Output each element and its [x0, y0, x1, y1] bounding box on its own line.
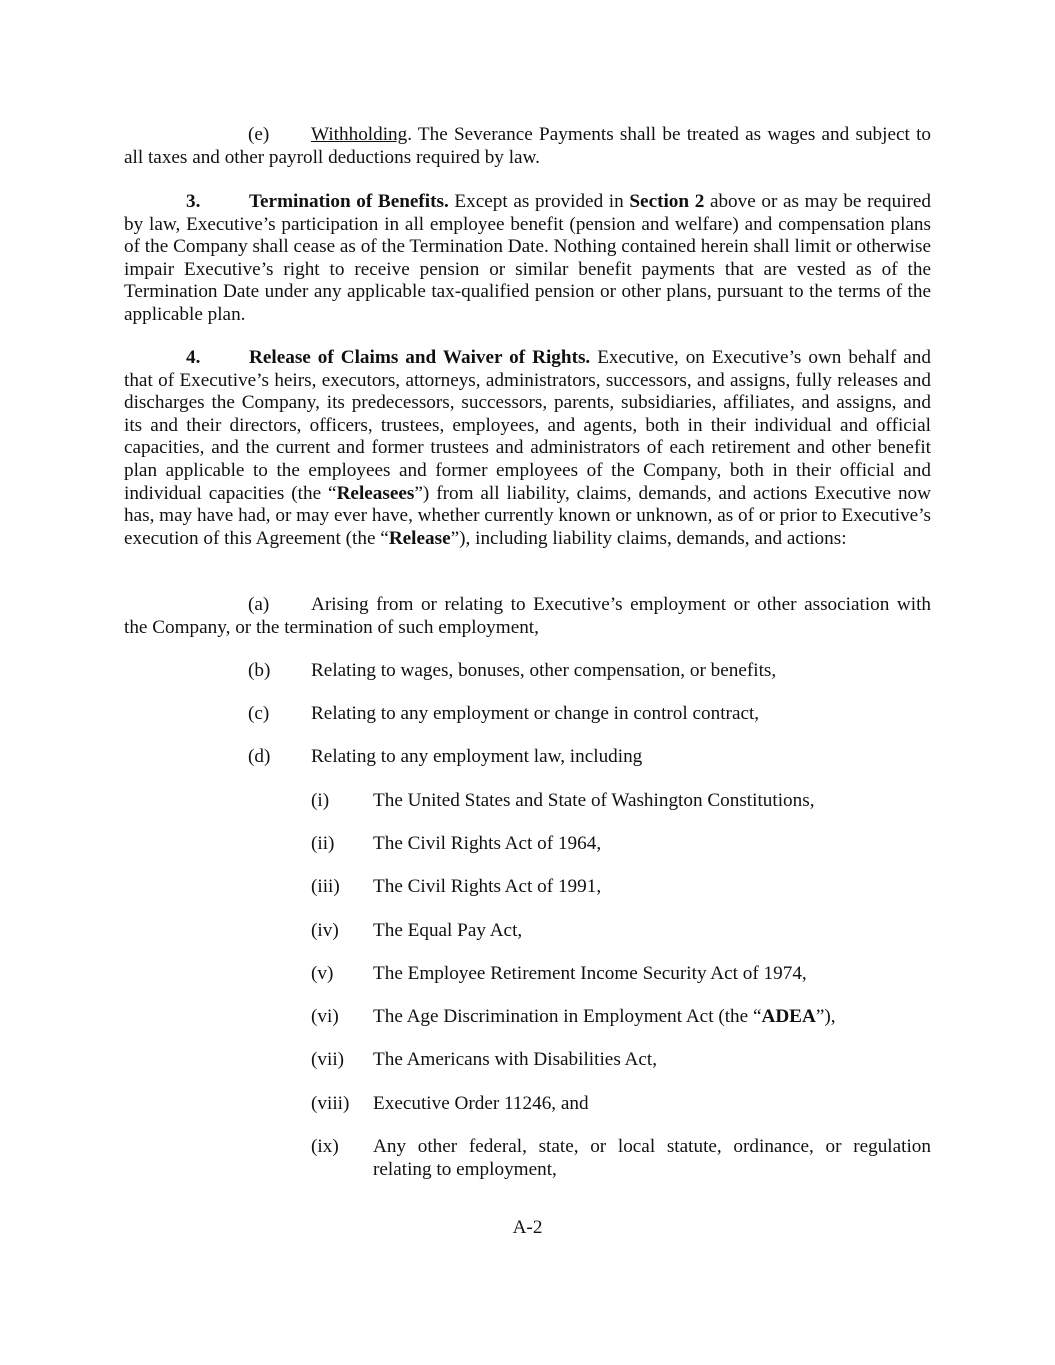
sub-item-label: (vii) [311, 1049, 345, 1070]
withholding-text: . The Severance Payments shall be treated as wages and subject to all taxes and other payroll deductions required by law. [124, 124, 931, 168]
releasees-term: Releasees [336, 482, 415, 504]
sub-item-label: (vi) [311, 1006, 339, 1027]
sub-item-label: (iii) [311, 876, 340, 897]
section-3-paragraph [124, 191, 931, 327]
list-item-label: (d) [248, 746, 271, 767]
sub-item-text: The Americans with Disabilities Act, [373, 1049, 658, 1070]
section-4-text-c: ”), including liability claims, demands, and actions: [450, 527, 847, 549]
section-4-text-a: Executive, on Executive’s own behalf and that of Executive’s heirs, executors, attorneys, administrators, successors, and assigns, fully releases and discharges the Company, its predecessors, successors, parents, subsidiaries, affiliates, and assigns, and its and their directors, officers, trustees, employees, and agents, both in their individual and official capacities, and the current and former trustees and administrators of each retirement and other benefit plan applicable to the employees and former employees of the Company, both in their official and individual capacities (the “ [124, 347, 931, 504]
section-3-heading: Termination of Benefits. [249, 191, 449, 212]
list-item-text: Relating to wages, bonuses, other compensation, or benefits, [311, 660, 777, 681]
page-number: A-2 [512, 1217, 543, 1238]
sub-item-label: (viii) [311, 1093, 350, 1114]
list-item-text: Relating to any employment law, including [311, 746, 643, 767]
sub-item-label: (ix) [311, 1136, 339, 1157]
withholding-heading: Withholding [311, 124, 408, 145]
item-a-label: (a) [248, 594, 270, 615]
sub-item-text [373, 1006, 836, 1029]
section-4-text-b: ”) from all liability, claims, demands, and actions Executive now has, may have had, or may ever have, whether currently known or unknown, as of or prior to Executive’s execution of this Agreement (the “ [124, 482, 931, 549]
sub-item-text-b: ”), [815, 1006, 836, 1027]
sub-item-text: The Employee Retirement Income Security Act of 1974, [373, 963, 807, 984]
release-term: Release [388, 527, 451, 549]
sub-item-text: Any other federal, state, or local statute, ordinance, or regulation relating to employment, [373, 1136, 931, 1180]
sub-item-text-a: The Age Discrimination in Employment Act (the “ [373, 1006, 762, 1027]
section-4-number: 4. [186, 347, 201, 368]
list-item-label: (b) [248, 660, 271, 681]
section-3-text-b: above or as may be required by law, Executive’s participation in all employee benefit (pension and welfare) and compensation plans of the Company shall cease as of the Termination Date. Nothing contained herein shall limit or otherwise impair Executive’s right to receive pension or similar benefit payments that are vested as of the Termination Date under any applicable tax-qualified pension or other plans, pursuant to the terms of the applicable plan. [124, 191, 931, 325]
list-item-text: Relating to any employment or change in control contract, [311, 703, 760, 724]
section-4-paragraph [124, 347, 931, 550]
sub-item-label: (i) [311, 790, 330, 811]
item-a-text: Arising from or relating to Executive’s employment or other association with the Company, or the termination of such employment, [124, 594, 931, 638]
sub-item-text: Executive Order 11246, and [373, 1093, 589, 1114]
paragraph-e-withholding [124, 124, 931, 169]
list-item-label: (c) [248, 703, 270, 724]
sub-item-text: The Civil Rights Act of 1964, [373, 833, 602, 854]
sub-item-label: (iv) [311, 920, 339, 941]
item-a-paragraph [124, 594, 931, 639]
paragraph-e-label: (e) [248, 124, 270, 145]
sub-item-ix [311, 1136, 931, 1181]
sub-item-text: The Equal Pay Act, [373, 920, 523, 941]
sub-item-text: The United States and State of Washington Constitutions, [373, 790, 815, 811]
section-3-number: 3. [186, 191, 201, 212]
sub-item-text: The Civil Rights Act of 1991, [373, 876, 602, 897]
sub-item-label: (v) [311, 963, 334, 984]
sub-item-label: (ii) [311, 833, 335, 854]
section-4-heading: Release of Claims and Waiver of Rights. [249, 347, 591, 368]
adea-term: ADEA [761, 1006, 816, 1027]
section-3-text-a: Except as provided in [448, 191, 630, 212]
section-2-reference: Section 2 [629, 191, 705, 212]
